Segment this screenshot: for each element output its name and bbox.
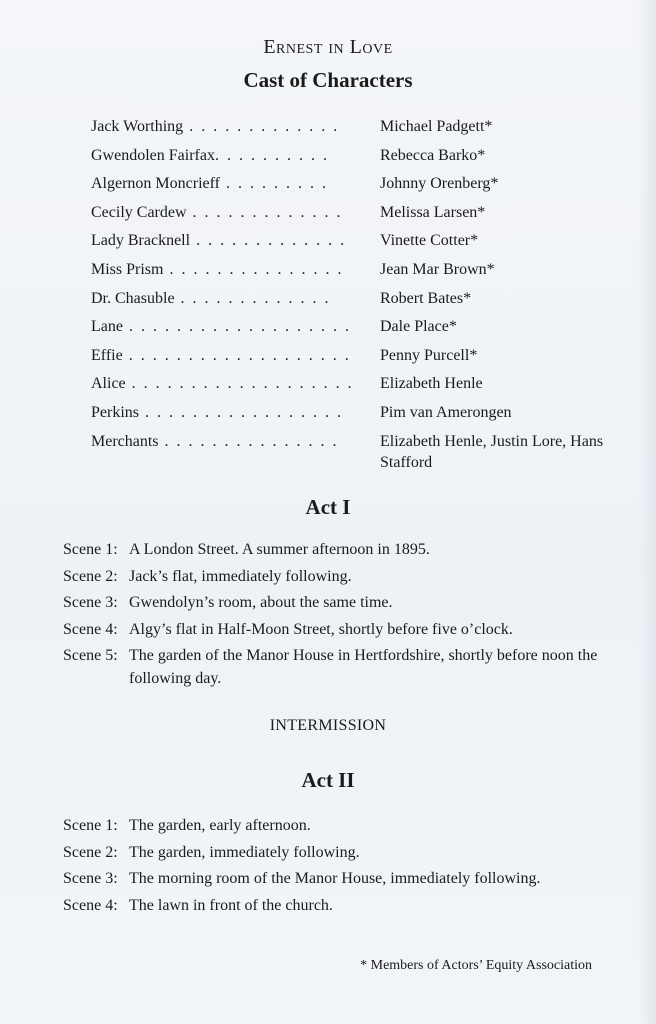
scene-description: Gwendolyn’s room, about the same time. [129, 594, 393, 611]
role-cell [91, 173, 380, 194]
leader-dots: . . . . . . . . . . [214, 146, 329, 164]
role-cell [91, 288, 380, 309]
scene-item [63, 618, 623, 641]
role-name: Gwendolen Fairfax [91, 146, 215, 164]
cast-row [91, 345, 611, 366]
actor-name: Melissa Larsen* [380, 203, 486, 221]
act-two-scene-list [63, 814, 623, 920]
actor-name: Robert Bates* [380, 289, 472, 307]
actor-name: Penny Purcell* [380, 346, 478, 364]
role-name: Alice [91, 375, 126, 393]
scene-item [63, 867, 623, 890]
scene-description: The morning room of the Manor House, immediately following. [129, 870, 541, 887]
role-name: Dr. Chasuble [91, 289, 175, 307]
act-one-scene-list [63, 538, 623, 694]
role-name: Perkins [91, 403, 139, 421]
role-name: Jack Worthing [91, 118, 184, 135]
role-cell [91, 259, 380, 280]
role-name: Algernon Moncrieff [91, 175, 220, 193]
leader-dots: . . . . . . . . . . . . . [183, 118, 340, 135]
scene-description: A London Street. A summer afternoon in 1895. [129, 541, 430, 558]
role-cell [91, 145, 380, 166]
role-name: Lady Bracknell [91, 232, 191, 250]
scene-description: The lawn in front of the church. [129, 896, 333, 914]
scene-description: Jack’s flat, immediately following. [129, 567, 352, 585]
actor-name: Rebecca Barko* [380, 146, 486, 164]
play-title: Ernest in Love [263, 36, 393, 58]
cast-heading: Cast of Characters [243, 68, 413, 92]
cast-row [91, 373, 611, 394]
cast-row [91, 145, 611, 166]
leader-dots: . . . . . . . . . . . . . . . [163, 260, 344, 278]
role-cell [91, 402, 380, 423]
role-cell [91, 345, 380, 366]
role-cell [91, 373, 380, 394]
actor-name: Elizabeth Henle, Justin Lore, Hans Stafford [380, 432, 604, 471]
leader-dots: . . . . . . . . . . . . . . . . . . . [122, 318, 351, 336]
leader-dots: . . . . . . . . . . . . . [186, 203, 343, 221]
actor-name: Michael Padgett* [380, 118, 493, 135]
role-cell [91, 230, 380, 251]
scene-description: The garden of the Manor House in Hertfordshire, shortly before noon the following day. [129, 647, 598, 687]
scene-label: Scene 5: [63, 647, 118, 664]
leader-dots: . . . . . . . . . . . . . . . [158, 432, 339, 450]
actor-name: Pim van Amerongen [380, 403, 512, 421]
cast-row [91, 202, 611, 223]
scene-label: Scene 2: [63, 843, 118, 861]
cast-row [91, 402, 611, 423]
scene-label: Scene 3: [63, 870, 118, 887]
cast-row [91, 173, 611, 194]
leader-dots: . . . . . . . . . . . . . . . . . . . [125, 375, 354, 393]
scene-item [63, 894, 623, 917]
leader-dots: . . . . . . . . . . . . . [174, 289, 331, 307]
role-name: Effie [91, 346, 123, 364]
role-name: Miss Prism [91, 260, 164, 278]
equity-footnote: * Members of Actors’ Equity Association [360, 958, 592, 973]
scene-label: Scene 1: [63, 541, 118, 558]
actor-name: Johnny Orenberg* [380, 175, 499, 193]
scene-label: Scene 4: [63, 620, 118, 638]
cast-row [91, 259, 611, 280]
actor-name: Vinette Cotter* [380, 232, 479, 250]
cast-row [91, 288, 611, 309]
scene-item [63, 841, 623, 864]
cast-row [91, 431, 611, 473]
scene-label: Scene 3: [63, 594, 118, 611]
role-name: Lane [91, 318, 123, 336]
role-cell [91, 431, 380, 452]
intermission-label: INTERMISSION [269, 717, 387, 734]
act-two-heading: Act II [301, 768, 355, 792]
role-name: Cecily Cardew [91, 203, 187, 221]
role-cell [91, 316, 380, 337]
leader-dots: . . . . . . . . . [220, 175, 328, 193]
scene-label: Scene 4: [63, 896, 118, 914]
scene-item [63, 591, 623, 614]
cast-list [91, 116, 611, 480]
scene-item [63, 538, 623, 561]
leader-dots: . . . . . . . . . . . . . [190, 232, 347, 250]
act-one-heading: Act I [305, 495, 351, 519]
actor-name: Jean Mar Brown* [380, 260, 495, 278]
leader-dots: . . . . . . . . . . . . . . . . . [139, 403, 343, 421]
scene-description: The garden, immediately following. [129, 843, 360, 861]
scene-item [63, 565, 623, 588]
scene-description: Algy’s flat in Half-Moon Street, shortly before five o’clock. [129, 620, 513, 638]
role-name: Merchants [91, 432, 159, 450]
role-cell [91, 202, 380, 223]
scene-item [63, 814, 623, 837]
actor-name: Elizabeth Henle [380, 375, 483, 393]
scene-description: The garden, early afternoon. [129, 817, 311, 834]
scene-item [63, 644, 623, 690]
cast-row [91, 230, 611, 251]
cast-row [91, 316, 611, 337]
leader-dots: . . . . . . . . . . . . . . . . . . . [122, 346, 351, 364]
actor-name: Dale Place* [380, 318, 457, 336]
role-cell [91, 116, 380, 137]
scene-label: Scene 2: [63, 567, 118, 585]
scene-label: Scene 1: [63, 817, 118, 834]
cast-row [91, 116, 611, 137]
